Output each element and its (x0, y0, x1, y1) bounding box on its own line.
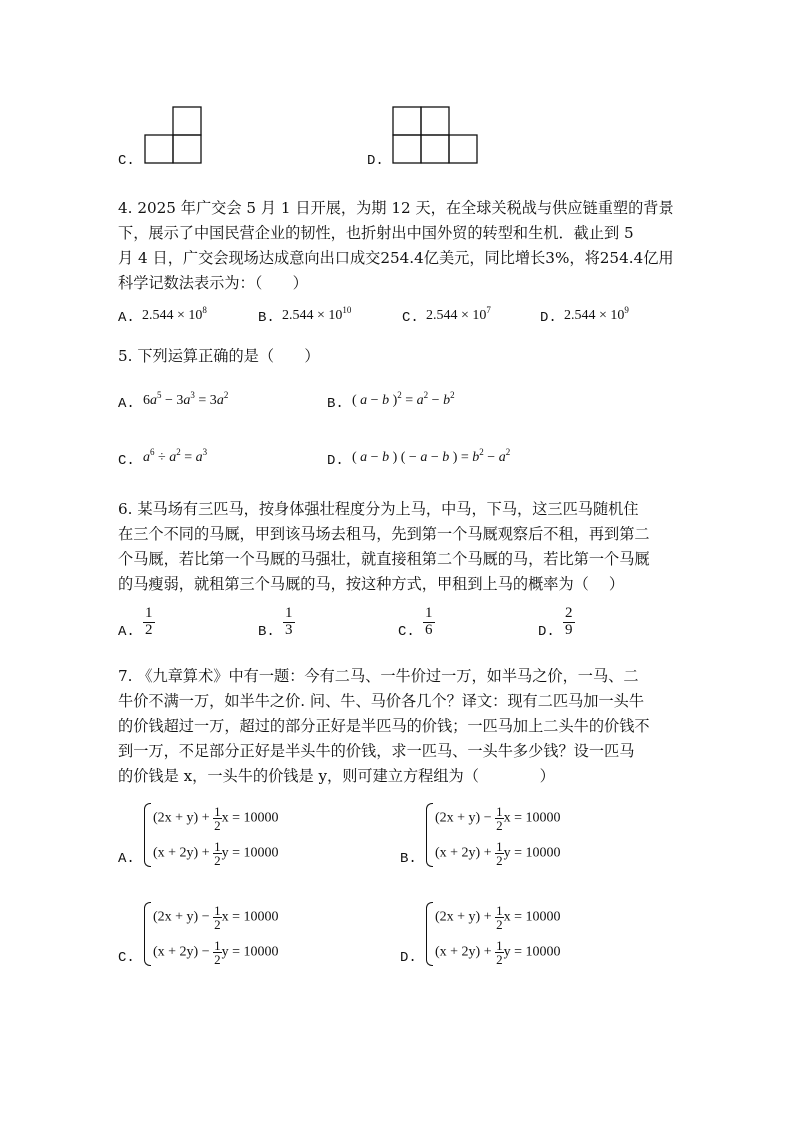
q7-option-a-eq2-right: y = 10000 (221, 845, 279, 861)
q7-option-d-eq1 (435, 904, 561, 931)
q6-option-a-den: 2 (145, 621, 153, 638)
q7-option-b-brace (426, 803, 433, 867)
half-num: 1 (214, 938, 221, 953)
q6-option-c-den: 6 (425, 621, 433, 638)
q7-option-c-eq1 (153, 904, 279, 931)
q4-option-c-mantissa: 2.544 × 10 (426, 308, 487, 323)
q7-option-a-brace (144, 803, 151, 867)
q7-option-a-eq2-half (213, 840, 222, 867)
q7-stem-line-5: 的价钱是 x，一头牛的价钱是 y，则可建立方程组为（ ） (118, 767, 555, 785)
q6-option-d-den: 9 (565, 621, 573, 638)
q5-option-a-label[interactable]: A. (118, 396, 135, 412)
q5-option-c-expr: $a^6 \div a^2 = a^3$ (143, 447, 208, 465)
q3-option-c-label[interactable]: C. (118, 153, 135, 169)
q4-option-c-label[interactable]: C. (402, 310, 419, 326)
q4-stem-line-1: 4. 2025 年广交会 5 月 1 日开展，为期 12 天，在全球关税战与供应链重塑的背景 (118, 199, 674, 217)
half-den: 2 (214, 853, 221, 868)
q5-option-a-expr: $6a^5 - 3a^3 = 3a^2$ (143, 390, 229, 408)
q7-stem-line-2: 牛价不满一万，如半牛之价. 问、牛、马价各几个？译文：现有二匹马加一头牛 (118, 692, 645, 710)
half-den: 2 (214, 917, 221, 932)
q4-option-b-label[interactable]: B. (258, 310, 275, 326)
q4-option-c-exponent: 7 (486, 305, 491, 315)
q7-option-c-eq2-left: (x + 2y) − (153, 944, 214, 960)
half-num: 1 (496, 903, 503, 918)
q7-option-c-eq1-right: x = 10000 (221, 909, 279, 925)
q7-option-b-eq2-left: (x + 2y) + (435, 845, 496, 861)
q7-option-b-eq1-left: (2x + y) − (435, 810, 496, 826)
half-num: 1 (214, 804, 221, 819)
q3-option-d-figure (392, 106, 478, 164)
q7-option-d-eq2 (435, 939, 561, 966)
half-num: 1 (214, 903, 221, 918)
q7-option-a-eq2 (153, 840, 279, 867)
q4-stem-line-3: 月 4 日，广交会现场达成意向出口成交254.4亿美元，同比增长3%，将254.4亿用 (118, 249, 674, 267)
q6-option-d-num: 2 (565, 605, 573, 621)
half-num: 1 (496, 804, 503, 819)
q4-option-b-mantissa: 2.544 × 10 (282, 308, 343, 323)
q6-option-b-num: 1 (285, 605, 293, 621)
q4-option-d-value (564, 305, 629, 324)
q6-option-b-fraction (283, 606, 295, 639)
q4-stem-line-2: 下，展示了中国民营企业的韧性，也折射出中国外贸的转型和生机．截止到 5 (118, 224, 634, 242)
q7-option-c-eq1-left: (2x + y) − (153, 909, 214, 925)
q7-option-b-eq2-half (495, 840, 504, 867)
q4-option-b-value (282, 305, 352, 324)
q7-option-c-eq2 (153, 939, 279, 966)
q7-option-c-eq2-half (213, 939, 222, 966)
q4-option-a-mantissa: 2.544 × 10 (142, 308, 203, 323)
half-num: 1 (496, 839, 503, 854)
q4-option-d-label[interactable]: D. (540, 310, 557, 326)
half-num: 1 (214, 839, 221, 854)
q4-option-d-exponent: 9 (624, 305, 629, 315)
q7-option-d-eq2-left: (x + 2y) + (435, 944, 496, 960)
q7-option-d-eq1-half (495, 904, 504, 931)
q7-option-b-eq1 (435, 805, 561, 832)
q6-option-d-label[interactable]: D. (538, 624, 555, 640)
q4-option-b-exponent: 10 (342, 305, 352, 315)
q7-option-a-eq2-left: (x + 2y) + (153, 845, 214, 861)
q5-option-d-label[interactable]: D. (327, 453, 344, 469)
q6-stem-line-1: 6. 某马场有三匹马，按身体强壮程度分为上马，中马，下马，这三匹马随机住 (118, 500, 639, 518)
q6-option-a-label[interactable]: A. (118, 624, 135, 640)
q6-stem-line-2: 在三个不同的马厩，甲到该马场去租马，先到第一个马厩观察后不租，再到第二 (118, 525, 650, 543)
q6-option-c-fraction (423, 606, 435, 639)
q6-option-c-label[interactable]: C. (398, 624, 415, 640)
q4-stem-line-4: 科学记数法表示为：（ ） (118, 274, 308, 292)
q6-option-c-num: 1 (425, 605, 433, 621)
q7-option-c-eq1-half (213, 904, 222, 931)
q7-option-d-label[interactable]: D. (400, 950, 417, 966)
q5-option-b-expr: ( a − b )$^2 = a^2 - b^2$ (352, 390, 455, 408)
q4-option-a-value (142, 305, 207, 324)
q7-option-c-label[interactable]: C. (118, 950, 135, 966)
q7-option-a-eq1 (153, 805, 279, 832)
q7-option-b-label[interactable]: B. (400, 851, 417, 867)
q7-option-b-eq1-right: x = 10000 (503, 810, 561, 826)
q5-option-c-label[interactable]: C. (118, 453, 135, 469)
q5-option-d-expr: ( a − b ) ( − a − b ) = $b^2 - a^2$ (352, 447, 511, 465)
q7-option-b-eq2 (435, 840, 561, 867)
q7-option-d-eq1-left: (2x + y) + (435, 909, 496, 925)
half-den: 2 (496, 952, 503, 967)
half-num: 1 (496, 938, 503, 953)
q6-stem-line-3: 个马厩，若比第一个马厩的马强壮，就直接租第二个马厩的马，若比第一个马厩 (118, 550, 650, 568)
q7-option-d-eq2-half (495, 939, 504, 966)
q7-option-a-eq1-right: x = 10000 (221, 810, 279, 826)
half-den: 2 (496, 917, 503, 932)
q6-stem-line-4: 的马瘦弱，就租第三个马厩的马，按这种方式，甲租到上马的概率为（ ） (118, 575, 625, 593)
q6-option-a-num: 1 (145, 605, 153, 621)
q7-option-a-eq1-left: (2x + y) + (153, 810, 214, 826)
q7-option-d-eq1-right: x = 10000 (503, 909, 561, 925)
q7-option-a-eq1-half (213, 805, 222, 832)
q7-option-c-brace (144, 902, 151, 966)
half-den: 2 (214, 818, 221, 833)
q7-option-b-eq1-half (495, 805, 504, 832)
q7-option-c-eq2-right: y = 10000 (221, 944, 279, 960)
q7-option-a-label[interactable]: A. (118, 851, 135, 867)
q5-stem: 5. 下列运算正确的是（ ） (118, 347, 320, 365)
q6-option-a-fraction (143, 606, 155, 639)
q4-option-a-exponent: 8 (202, 305, 207, 315)
q4-option-a-label[interactable]: A. (118, 310, 135, 326)
q3-option-c-figure (144, 106, 204, 164)
q4-option-c-value (426, 305, 491, 324)
q4-option-d-mantissa: 2.544 × 10 (564, 308, 625, 323)
q3-option-d-label[interactable]: D. (367, 153, 384, 169)
half-den: 2 (214, 952, 221, 967)
q6-option-d-fraction (563, 606, 575, 639)
q6-option-b-den: 3 (285, 621, 293, 638)
q5-option-b-label[interactable]: B. (327, 396, 344, 412)
q7-option-b-eq2-right: y = 10000 (503, 845, 561, 861)
q7-stem-line-4: 到一万，不足部分正好是半头牛的价钱，求一匹马、一头牛多少钱？设一匹马 (118, 742, 635, 760)
q7-stem-line-3: 的价钱超过一万，超过的部分正好是半匹马的价钱；一匹马加上二头牛的价钱不 (118, 717, 650, 735)
half-den: 2 (496, 818, 503, 833)
q6-option-b-label[interactable]: B. (258, 624, 275, 640)
q7-stem-line-1: 7. 《九章算术》中有一题：今有二马、一牛价过一万，如半马之价，一马、二 (118, 667, 639, 685)
q7-option-d-brace (426, 902, 433, 966)
q7-option-d-eq2-right: y = 10000 (503, 944, 561, 960)
half-den: 2 (496, 853, 503, 868)
